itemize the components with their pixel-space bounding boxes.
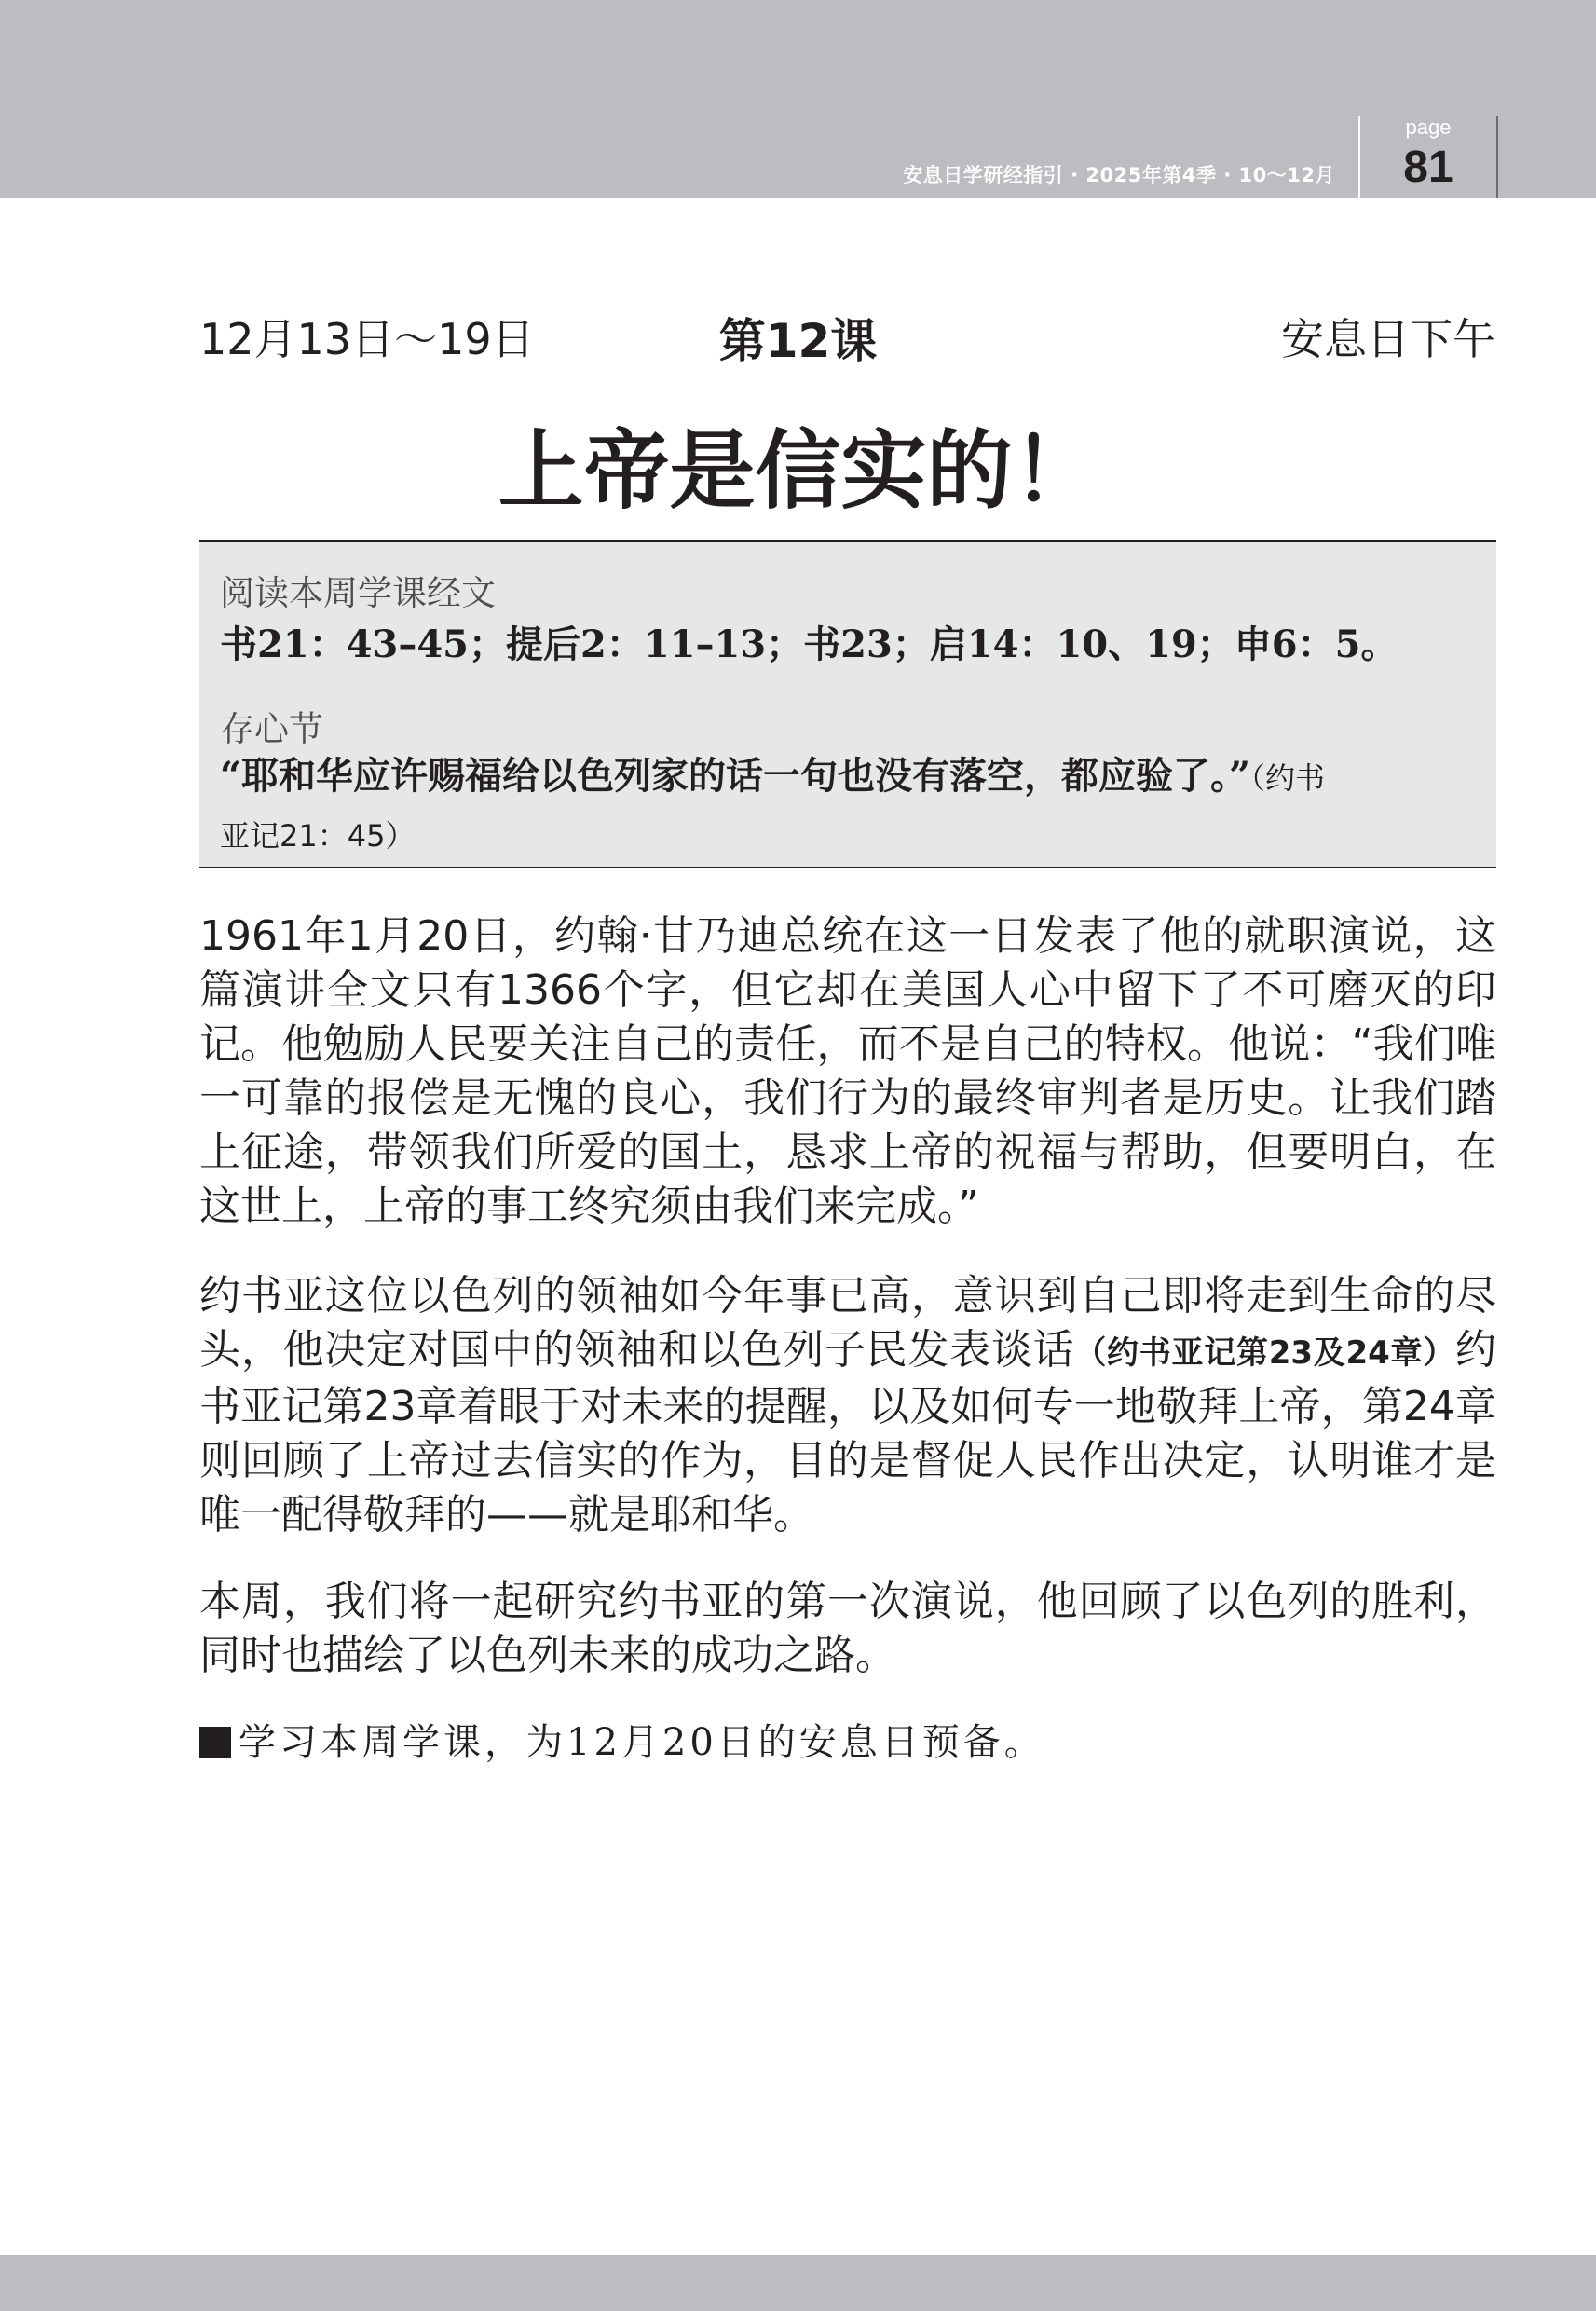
memory-verse-citation: （约书 — [1250, 760, 1326, 796]
preparation-note — [199, 1713, 1045, 1766]
lesson-number: 第12课 — [718, 314, 878, 368]
scripture-box — [199, 540, 1496, 868]
body-paragraph: 1961年1月20日，约翰·甘乃迪总统在这一日发表了他的就职演说，这篇演讲全文只有1366个字，但它却在美国人心中留下了不可磨灭的印记。他勉励人民要关注自己的责任，而不是自己的特权。他说：“我们唯一可靠的报偿是无愧的良心，我们行为的最终审判者是历史。让我们踏上征途，带领我们所爱的国土，恳求上帝的祝福与帮助，但要明白，在这世上，上帝的事工终究须由我们来完成。” — [199, 912, 1496, 1230]
footer-band — [0, 2255, 1596, 2311]
reading-text: 书21：43–45；提后2：11–13；书23；启14：10、19；申6：5。 — [220, 622, 1398, 666]
lesson-title: 上帝是信实的！ — [498, 420, 1098, 521]
memory-verse — [220, 749, 1478, 805]
scripture-reference: （约书亚记第23及24章） — [1074, 1334, 1455, 1372]
header-band — [0, 0, 1596, 198]
memory-verse-citation-cont: 亚记21：45） — [220, 818, 416, 854]
body-paragraph — [199, 1269, 1496, 1542]
running-head: 安息日学研经指引 · 2025年第4季 · 10～12月 — [903, 164, 1335, 186]
body-paragraph: 本周，我们将一起研究约书亚的第一次演说，他回顾了以色列的胜利，同时也描绘了以色列未来的成功之路。 — [199, 1578, 1496, 1679]
page-label: page — [1405, 116, 1452, 139]
page-number: 81 — [1403, 143, 1453, 192]
header-divider — [1496, 116, 1498, 198]
memory-verse-text: “耶和华应许赐福给以色列家的话一句也没有落空，都应验了。” — [220, 754, 1251, 798]
memory-verse-label: 存心节 — [220, 709, 323, 749]
square-bullet-icon — [199, 1727, 231, 1758]
preparation-text: 学习本周学课，为12月20日的安息日预备。 — [239, 1721, 1045, 1764]
reading-label: 阅读本周学课经文 — [220, 573, 496, 613]
lesson-date-range: 12月13日～19日 — [199, 314, 535, 364]
paragraph-text: 约书亚记第23章着眼于对未来的提醒，以及如何专一地敬拜上帝，第24章则回顾了上帝过去信实的作为，目的是督促人民作出决定，认明谁才是唯一配得敬拜的——就是耶和华。 — [199, 1326, 1496, 1538]
lesson-day: 安息日下午 — [1281, 314, 1495, 364]
paragraph-text: 约书亚这位以色列的领袖如今年事已高，意识到自己即将走到生命的尽头，他决定对国中的领袖和以色列子民发表谈话 — [199, 1272, 1496, 1374]
